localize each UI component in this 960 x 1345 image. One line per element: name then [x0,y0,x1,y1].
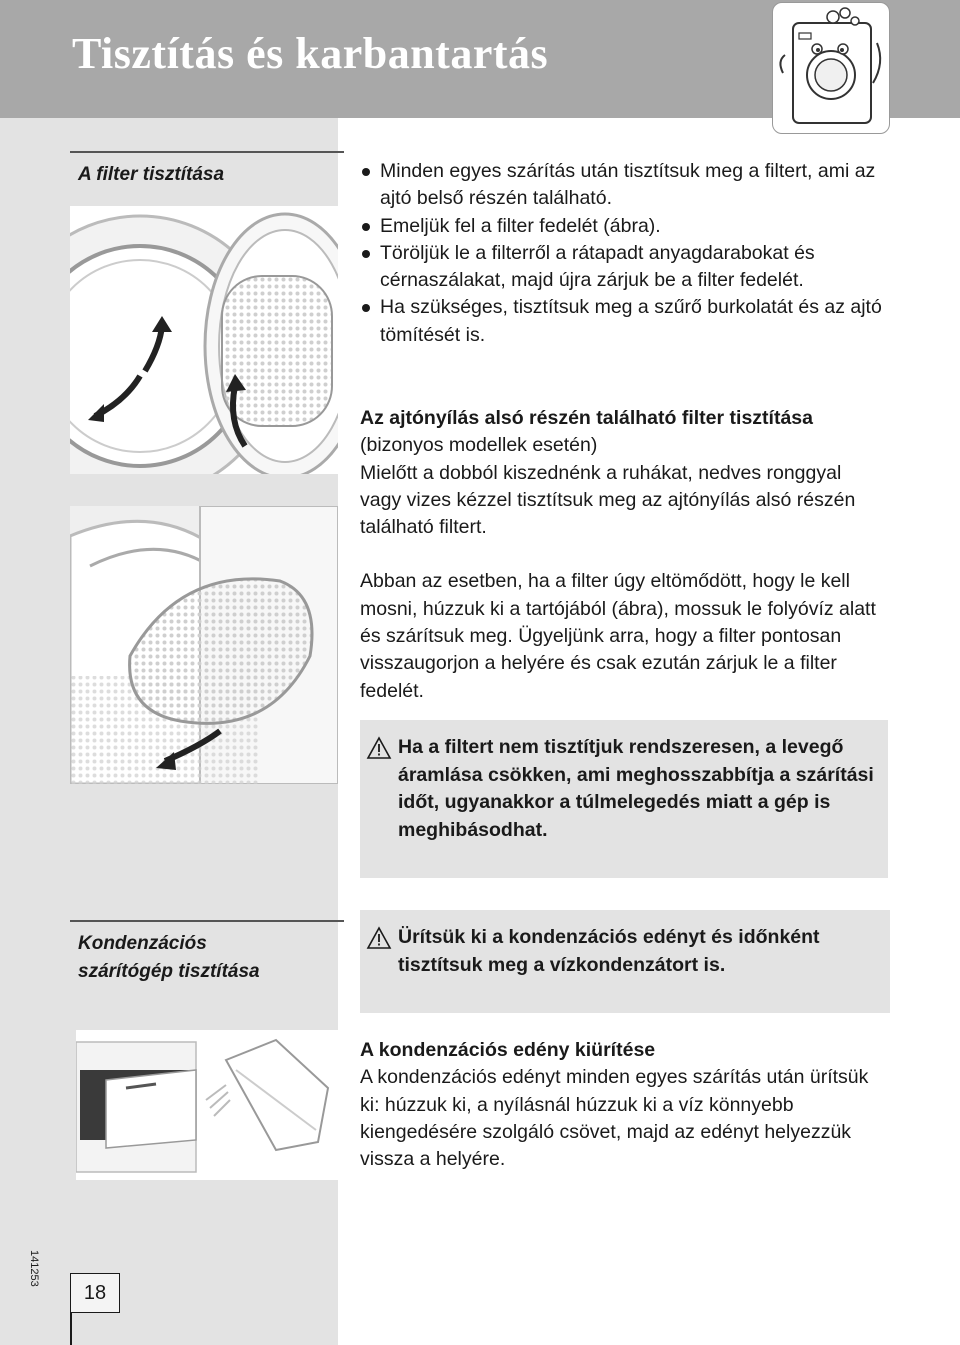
lower-filter-heading: Az ajtónyílás alsó részén található filter tisztítása [360,407,813,429]
page-title: Tisztítás és karbantartás [72,29,549,78]
lower-filter-illustration [70,506,338,784]
section-title-condenser: Kondenzációs szárítógép tisztítása [70,920,344,986]
condenser-subheading: A kondenzációs edény kiürítése [360,1039,656,1061]
condenser-container-illustration [76,1030,338,1180]
filter-door-illustration [70,206,338,474]
condenser-para: A kondenzációs edényt minden egyes szárítás után ürítsük ki: húzzuk ki, a nyílásnál húzzuk ki a víz könnyebb kiengedésére szolgáló csövet, majd az edényt helyezzük vissza a helyére. [360,1066,869,1171]
bullet-item: Töröljük le a filterről a rátapadt anyagdarabokat és cérnaszálakat, majd újra zárjuk be a filter fedelét. [360,240,900,295]
condenser-text [360,1037,890,1173]
filter-instructions [360,158,900,349]
section-title-filter: A filter tisztítása [70,151,344,189]
warning-triangle-icon [366,736,392,769]
bullet-item: Emeljük fel a filter fedelét (ábra). [360,213,900,240]
page-number-rule [70,1313,72,1345]
lower-filter-heading-note: (bizonyos modellek esetén) [360,434,598,457]
filter-warning-text: Ha a filtert nem tisztítjuk rendszeresen, a levegő áramlása csökken, ami meghosszabbítja a szárítási időt, ugyanakkor a túlmelegedés miatt a gép is meghibásodhat. [398,736,874,841]
bullet-item: Ha szükséges, tisztítsuk meg a szűrő burkolatát és az ajtó tömítését is. [360,294,900,349]
lower-filter-text [360,405,880,705]
page-number: 18 [70,1273,120,1313]
condenser-warning-text: Ürítsük ki a kondenzációs edényt és időnként tisztítsuk meg a vízkondenzátort is. [398,926,820,976]
lower-filter-para-2: Abban az esetben, ha a filter úgy eltömődött, hogy le kell mosni, húzzuk ki a tartójából (ábra), mossuk le folyóvíz alatt és szárítsuk meg. Ügyeljünk arra, hogy a filter pontosan visszaugorjon a helyére és csak ezután zárjuk le a filter fedelét. [360,570,876,702]
filter-warning-box [360,720,888,878]
lower-filter-para-1: Mielőtt a dobból kiszednénk a ruhákat, nedves ronggyal vagy vizes kézzel tisztítsuk meg az ajtónyílás alsó részén található filtert. [360,461,856,539]
condenser-warning-box [360,910,890,1013]
document-code: 141253 [28,1250,40,1287]
warning-triangle-icon [366,926,392,959]
bullet-item: Minden egyes szárítás után tisztítsuk meg a filtert, ami az ajtó belső részén található. [360,158,900,213]
cleaning-mascot-icon [772,2,890,134]
